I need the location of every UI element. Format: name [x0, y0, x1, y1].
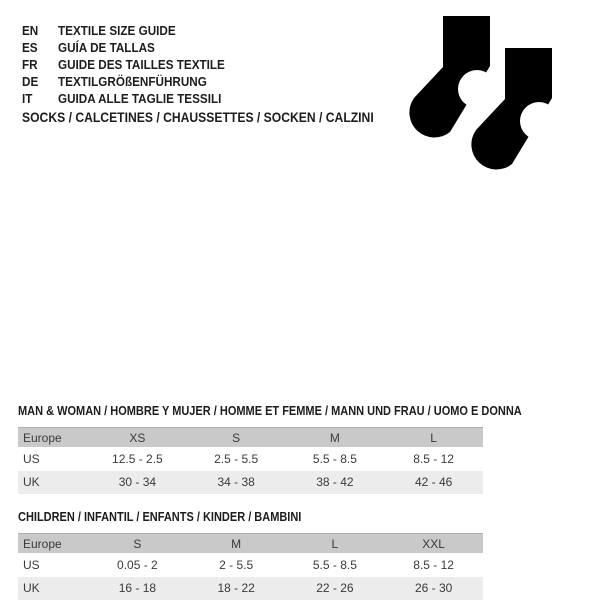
- table-row-us: [18, 553, 483, 577]
- language-title-list: [22, 22, 247, 107]
- adult-size-table: [18, 427, 483, 494]
- lang-code: EN: [22, 23, 39, 38]
- size-value: 5.5 - 8.5: [312, 451, 357, 466]
- header-cell-size: M: [231, 536, 242, 551]
- adult-table-title: MAN & WOMAN / HOMBRE Y MUJER / HOMME ET FEMME / MANN UND FRAU / UOMO E DONNA: [18, 404, 522, 418]
- size-value: 12.5 - 2.5: [112, 451, 163, 466]
- socks-icon: [404, 16, 562, 176]
- children-size-table-section: [18, 510, 483, 600]
- lang-code: IT: [22, 91, 33, 106]
- lang-row-es: [22, 39, 225, 56]
- row-label: US: [23, 451, 40, 466]
- size-value: 8.5 - 12: [413, 557, 454, 572]
- header-cell-region: Europe: [23, 430, 62, 445]
- size-value: 2 - 5.5: [219, 557, 254, 572]
- lang-row-fr: [22, 56, 225, 73]
- size-value: 18 - 22: [217, 581, 255, 596]
- table-header-row: [18, 533, 483, 553]
- table-row-uk: [18, 577, 483, 600]
- size-value: 5.5 - 8.5: [312, 557, 357, 572]
- row-label: UK: [23, 581, 40, 596]
- header-cell-size: S: [232, 430, 241, 445]
- children-table-title: CHILDREN / INFANTIL / ENFANTS / KINDER / BAMBINI: [18, 510, 302, 524]
- lang-row-it: [22, 90, 225, 107]
- size-value: 30 - 34: [118, 475, 157, 490]
- lang-row-de: [22, 73, 225, 90]
- size-value: 0.05 - 2: [117, 557, 158, 572]
- header-cell-size: XXL: [422, 536, 445, 551]
- category-line: SOCKS / CALCETINES / CHAUSSETTES / SOCKEN / CALZINI: [22, 110, 374, 125]
- header-cell-size: M: [329, 430, 340, 445]
- lang-label: TEXTILE SIZE GUIDE: [58, 23, 176, 38]
- lang-code: FR: [22, 57, 38, 72]
- size-value: 34 - 38: [217, 475, 255, 490]
- adult-size-table-section: [18, 404, 522, 494]
- lang-label: GUIDA ALLE TAGLIE TESSILI: [58, 91, 222, 106]
- size-value: 8.5 - 12: [413, 451, 454, 466]
- row-label: US: [23, 557, 40, 572]
- size-value: 2.5 - 5.5: [214, 451, 259, 466]
- lang-label: GUÍA DE TALLAS: [58, 40, 155, 55]
- header-cell-size: XS: [129, 430, 146, 445]
- header-cell-region: Europe: [23, 536, 62, 551]
- size-value: 26 - 30: [414, 581, 453, 596]
- lang-code: ES: [22, 40, 38, 55]
- children-size-table: [18, 533, 483, 600]
- size-value: 16 - 18: [118, 581, 157, 596]
- lang-label: TEXTILGRÖßENFÜHRUNG: [58, 74, 207, 89]
- table-row-us: [18, 447, 483, 471]
- header-cell-size: L: [430, 430, 437, 445]
- size-value: 42 - 46: [414, 475, 453, 490]
- header-cell-size: S: [133, 536, 142, 551]
- row-label: UK: [23, 475, 40, 490]
- table-row-uk: [18, 471, 483, 495]
- table-header-row: [18, 427, 483, 447]
- lang-label: GUIDE DES TAILLES TEXTILE: [58, 57, 225, 72]
- lang-code: DE: [22, 74, 39, 89]
- size-value: 38 - 42: [316, 475, 354, 490]
- lang-row-en: [22, 22, 225, 39]
- size-value: 22 - 26: [316, 581, 354, 596]
- header-cell-size: L: [331, 536, 339, 551]
